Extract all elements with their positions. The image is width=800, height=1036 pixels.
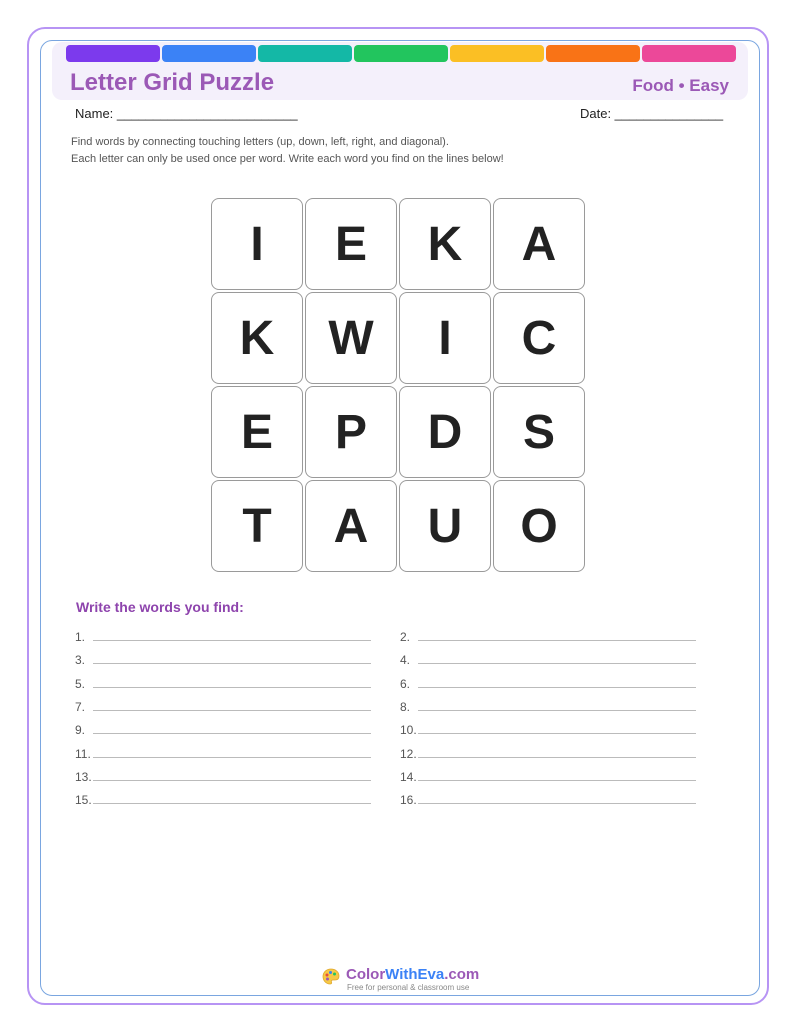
answer-line[interactable] xyxy=(93,780,371,781)
letter-tile: E xyxy=(305,198,397,290)
answer-number: 7. xyxy=(75,699,86,714)
answer-row[interactable] xyxy=(400,717,696,737)
answer-row[interactable] xyxy=(75,694,371,714)
answer-line[interactable] xyxy=(93,640,371,641)
answer-number: 11. xyxy=(75,746,91,761)
answer-row[interactable] xyxy=(75,787,371,807)
instructions xyxy=(71,134,504,168)
letter-tile: P xyxy=(305,386,397,478)
instructions-line-1: Find words by connecting touching letters (up, down, left, right, and diagonal). xyxy=(71,136,449,148)
answer-number: 10. xyxy=(400,723,417,738)
answer-row[interactable] xyxy=(75,741,371,761)
answer-row[interactable] xyxy=(400,764,696,784)
rainbow-segment xyxy=(258,45,352,62)
answer-line[interactable] xyxy=(418,710,696,711)
letter-tile: K xyxy=(399,198,491,290)
brand-part-color: Color xyxy=(346,966,386,983)
letter-tile: E xyxy=(211,386,303,478)
answer-row[interactable] xyxy=(400,624,696,644)
page-title: Letter Grid Puzzle xyxy=(70,69,275,96)
answer-number: 4. xyxy=(400,653,411,668)
instructions-line-2: Each letter can only be used once per word. Write each word you find on the lines below! xyxy=(71,153,504,165)
answer-line[interactable] xyxy=(418,803,696,804)
answer-line[interactable] xyxy=(93,710,371,711)
answer-number: 16. xyxy=(400,793,417,808)
brand-tagline: Free for personal & classroom use xyxy=(347,983,470,992)
letter-tile: I xyxy=(399,292,491,384)
answer-number: 8. xyxy=(400,699,411,714)
brand-part-com: .com xyxy=(444,966,480,983)
letter-tile: I xyxy=(211,198,303,290)
answer-row[interactable] xyxy=(400,671,696,691)
answer-row[interactable] xyxy=(400,787,696,807)
brand-part-witheva: WithEva xyxy=(385,966,445,983)
answer-line[interactable] xyxy=(93,733,371,734)
answer-row[interactable] xyxy=(75,717,371,737)
answer-line[interactable] xyxy=(93,663,371,664)
rainbow-segment xyxy=(162,45,256,62)
rainbow-segment xyxy=(66,45,160,62)
topic-difficulty-label: Food • Easy xyxy=(632,76,729,95)
name-field[interactable]: Name: _________________________ xyxy=(75,106,298,121)
answer-line[interactable] xyxy=(93,687,371,688)
answer-row[interactable] xyxy=(400,694,696,714)
letter-tile: C xyxy=(493,292,585,384)
answer-number: 13. xyxy=(75,769,92,784)
letter-tile: T xyxy=(211,480,303,572)
answer-row[interactable] xyxy=(75,647,371,667)
answer-number: 9. xyxy=(75,723,86,738)
rainbow-segment xyxy=(450,45,544,62)
answer-row[interactable] xyxy=(75,671,371,691)
answer-line[interactable] xyxy=(93,757,371,758)
rainbow-bar xyxy=(66,45,736,62)
answer-line[interactable] xyxy=(418,687,696,688)
answer-number: 15. xyxy=(75,793,92,808)
rainbow-segment xyxy=(546,45,640,62)
answer-row[interactable] xyxy=(400,647,696,667)
answer-row[interactable] xyxy=(75,624,371,644)
answers-title: Write the words you find: xyxy=(76,599,244,615)
answer-row[interactable] xyxy=(75,764,371,784)
answer-line[interactable] xyxy=(418,733,696,734)
rainbow-segment xyxy=(642,45,736,62)
palette-icon xyxy=(322,968,340,986)
letter-tile: W xyxy=(305,292,397,384)
letter-grid xyxy=(211,198,589,576)
rainbow-segment xyxy=(354,45,448,62)
letter-tile: U xyxy=(399,480,491,572)
answer-line[interactable] xyxy=(418,780,696,781)
letter-tile: O xyxy=(493,480,585,572)
brand-name[interactable] xyxy=(346,966,479,983)
answer-line[interactable] xyxy=(93,803,371,804)
answer-line[interactable] xyxy=(418,640,696,641)
answer-number: 6. xyxy=(400,676,411,691)
date-field[interactable]: Date: _______________ xyxy=(580,106,724,121)
answer-row[interactable] xyxy=(400,741,696,761)
answer-line[interactable] xyxy=(418,663,696,664)
letter-tile: S xyxy=(493,386,585,478)
answer-number: 3. xyxy=(75,653,86,668)
answer-line[interactable] xyxy=(418,757,696,758)
letter-tile: A xyxy=(493,198,585,290)
answer-number: 2. xyxy=(400,630,411,644)
answer-number: 12. xyxy=(400,746,417,761)
letter-tile: K xyxy=(211,292,303,384)
answer-number: 1. xyxy=(75,630,86,644)
letter-tile: A xyxy=(305,480,397,572)
answer-number: 14. xyxy=(400,769,417,784)
letter-tile: D xyxy=(399,386,491,478)
answer-number: 5. xyxy=(75,676,86,691)
